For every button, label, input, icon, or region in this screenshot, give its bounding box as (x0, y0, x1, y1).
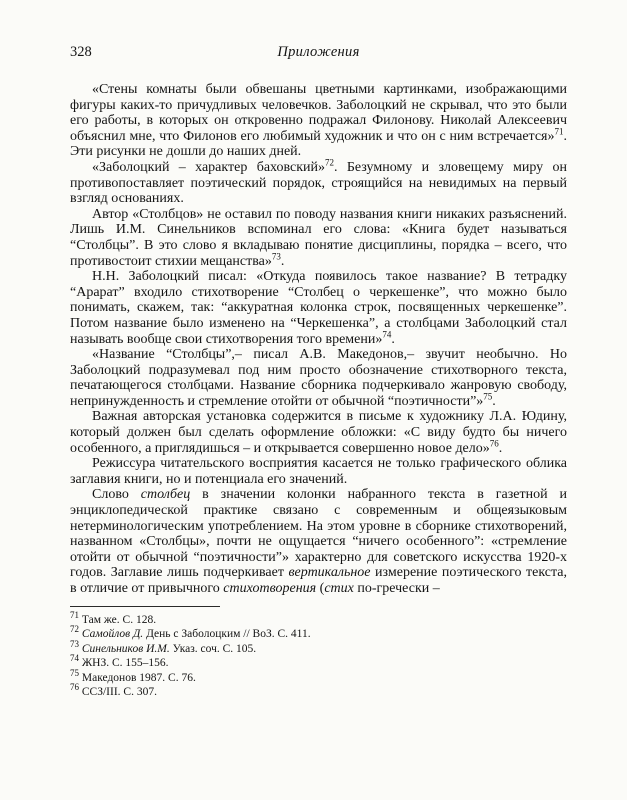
footnote (70, 682, 567, 700)
text-segment: . (280, 253, 285, 269)
text-segment: Автор «Столбцов» не оставил по поводу названия книги никаких разъяснений. Лишь И.М. Синельников вспоминал его слова: «Книга будет называться “Столбцы”. В это слово я вкладываю понятие дисциплины, порядка – всего, что противостоит стихии мещанства» (70, 206, 567, 269)
footnote-ref: 75 (70, 667, 79, 678)
text-segment: столбец (140, 487, 191, 503)
text-segment: «Заболоцкий – характер баховский» (92, 159, 326, 175)
footnote-ref: 74 (70, 653, 79, 664)
footnote (70, 667, 567, 686)
text-segment: ( (316, 581, 325, 596)
text-segment: Н.Н. Заболоцкий писал: «Откуда появилось такое название? В тетрадку “Арарат” входило стихотворение “Столбец о черкешенке”, что можно было понимать, скажем, так: “аккуратная колонка строк, посвященных черкешенке”. Потом название было изменено на “Черкешенка”, а столбцами Заболоцкий стал называть вообще свои стихотворения того времени» (70, 269, 567, 347)
text-segment: Указ. соч. С. 105. (169, 642, 257, 655)
footnote (70, 624, 567, 642)
footnote-ref: 73 (70, 638, 79, 649)
footnote (70, 653, 567, 671)
paragraph (70, 409, 567, 456)
footnote-ref: 73 (271, 250, 281, 261)
footnote (70, 609, 567, 628)
text-segment: . (492, 393, 496, 409)
paragraph (70, 347, 567, 409)
text-segment: в значении колонки набранного текста в газетной и энциклопедической практике связано с современным и общеязыковым нетерминологическим употреблением. На этом уровне в сборнике стихотворений, названном «Столбцы», почти не ощущается “ничего особенного”: «стремление отойти от обычной “поэтичности”» характерно для советского искусства 1920-х годов. Заглавие лишь подчеркивает (70, 487, 567, 581)
text-segment: День с Заболоцким // ВоЗ. С. 411. (143, 628, 311, 641)
text-segment: . (391, 331, 395, 347)
page-header (70, 44, 567, 64)
text-segment: стихотворения (223, 581, 317, 596)
footnote-separator (70, 606, 220, 607)
footnote-ref: 76 (489, 438, 499, 448)
text-segment: Слово (92, 487, 141, 503)
text-segment: вертикальное (288, 565, 371, 581)
text-segment: . Безумному и зловещему миру он противопоставляет поэтический порядок, строящийся на невидимых на первый взгляд основаниях. (70, 159, 567, 207)
footnote-ref: 76 (70, 682, 79, 693)
paragraph (70, 207, 567, 269)
text-segment: Синельников И.М. (81, 642, 170, 655)
paragraph (70, 157, 567, 207)
text-segment: . Эти рисунки не дошли до наших дней. (70, 128, 567, 160)
footnote (70, 638, 567, 657)
text-segment: ССЗ/III. С. 307. (79, 686, 157, 699)
footnote-ref: 72 (325, 157, 335, 168)
footnote-ref: 72 (70, 624, 79, 635)
text-segment: Режиссура читательского восприятия касается не только графического облика заглавия книги, но и потенциала его значений. (70, 456, 567, 487)
text-segment: Самойлов Д. (81, 628, 144, 641)
text-segment: Важная авторская установка содержится в письме к художнику Л.А. Юдину, который должен был сделать оформление обложки: «С виду будто бы ничего особенного, а приглядишься – и открывается совершенно новое дело» (70, 409, 567, 456)
text-segment: по-гречески – (353, 581, 440, 596)
text-segment: . (498, 440, 503, 456)
text-segment: стих (324, 581, 354, 596)
paragraph (70, 82, 567, 160)
page-number: 328 (70, 44, 92, 60)
footnote-ref: 75 (483, 391, 493, 402)
footnote-ref: 74 (382, 328, 392, 339)
footnote-ref: 71 (70, 609, 79, 620)
text-segment: ЖНЗ. С. 155–156. (79, 657, 169, 670)
text-segment: Македонов 1987. С. 76. (79, 671, 196, 684)
text-segment: «Стены комнаты были обвешаны цветными картинками, изображающими фигуры каких-то причудливых человечков. Заболоцкий не скрывал, что это были его работы, в которых он откровенно подражал Филонову. Николай Алексеевич объяснил мне, что Филонов его любимый художник и что он с ним встречается» (70, 82, 567, 144)
footnotes (70, 609, 567, 700)
text-segment: измерение поэтического текста, в отличие от привычного (70, 565, 567, 596)
body-text (70, 82, 567, 597)
paragraph (70, 269, 567, 347)
paragraph (70, 487, 567, 596)
text-segment: «Название “Столбцы”,– писал А.В. Македонов,– звучит необычно. Но Заболоцкий подразумевал под ним просто обозначение стихотворного текста, печатающегося столбцами. Название сборника подчеркивало жанровую свободу, непринужденность и стремление отойти от обычной “поэтичности”» (70, 347, 567, 409)
text-segment: Там же. С. 128. (79, 613, 157, 626)
footnote-ref: 71 (554, 126, 564, 137)
header-title: Приложения (277, 44, 360, 60)
paragraph (70, 456, 567, 487)
